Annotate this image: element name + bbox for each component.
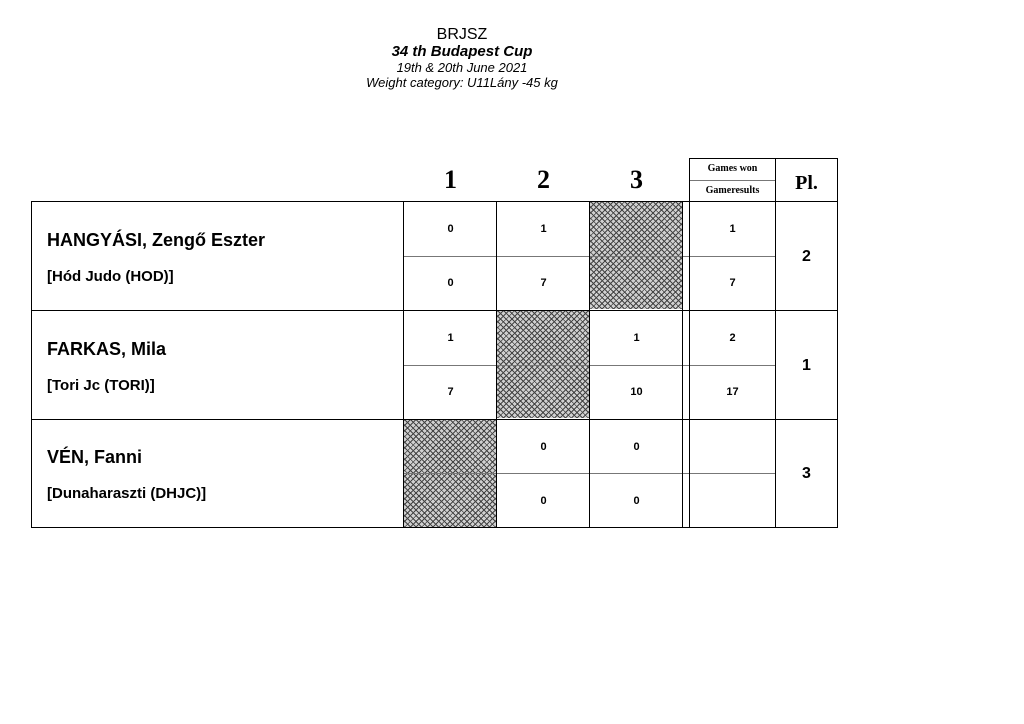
grid-line <box>689 158 838 159</box>
competitor-name: VÉN, Fanni <box>47 447 143 467</box>
column-header-3: 3 <box>630 165 643 194</box>
place-value: 3 <box>802 465 811 482</box>
grid-line <box>31 419 838 420</box>
score-cell: 0 <box>447 277 454 289</box>
score-cell: 10 <box>630 386 643 398</box>
score-cell: 7 <box>540 277 547 289</box>
grid-line <box>404 256 776 257</box>
games-won-header: Games won <box>707 163 758 174</box>
grid-line <box>404 365 776 366</box>
place-value: 1 <box>802 357 811 374</box>
column-header-1: 1 <box>444 165 457 194</box>
score-cell: 0 <box>633 495 640 507</box>
score-cell: 1 <box>540 223 547 235</box>
game-results-value: 17 <box>726 386 739 398</box>
game-results-header: Gameresults <box>705 185 760 196</box>
games-won-value: 2 <box>729 332 736 344</box>
competitor-name: FARKAS, Mila <box>47 339 167 359</box>
grid-line <box>31 201 838 202</box>
score-cell: 1 <box>447 332 454 344</box>
game-results-value: 7 <box>729 277 736 289</box>
grid-line <box>589 201 590 528</box>
column-header-2: 2 <box>537 165 550 194</box>
grid-line <box>31 310 838 311</box>
competitor-club: [Dunaharaszti (DHJC)] <box>47 485 207 502</box>
grid-line <box>31 527 838 528</box>
grid-line <box>31 201 32 528</box>
tournament-dates: 19th & 20th June 2021 <box>396 60 528 75</box>
grid-line <box>837 158 838 528</box>
games-won-value: 1 <box>729 223 736 235</box>
score-cell: 7 <box>447 386 454 398</box>
weight-category: Weight category: U11Lány -45 kg <box>366 75 558 90</box>
grid-line <box>689 180 775 181</box>
tournament-title: 34 th Budapest Cup <box>391 43 533 60</box>
grid-line <box>496 201 497 528</box>
place-header: Pl. <box>795 172 818 194</box>
score-cell: 0 <box>447 223 454 235</box>
score-cell: 0 <box>540 441 547 453</box>
grid-line <box>403 201 404 528</box>
grid-line <box>404 473 776 474</box>
grid-line <box>682 201 683 528</box>
competitor-name: HANGYÁSI, Zengő Eszter <box>47 230 266 250</box>
score-cell: 1 <box>633 332 640 344</box>
organizer: BRJSZ <box>436 26 488 43</box>
competitor-club: [Tori Jc (TORI)] <box>47 377 155 394</box>
score-cell: 0 <box>540 495 547 507</box>
place-value: 2 <box>802 248 811 265</box>
competitor-club: [Hód Judo (HOD)] <box>47 268 174 285</box>
score-cell: 0 <box>633 441 640 453</box>
